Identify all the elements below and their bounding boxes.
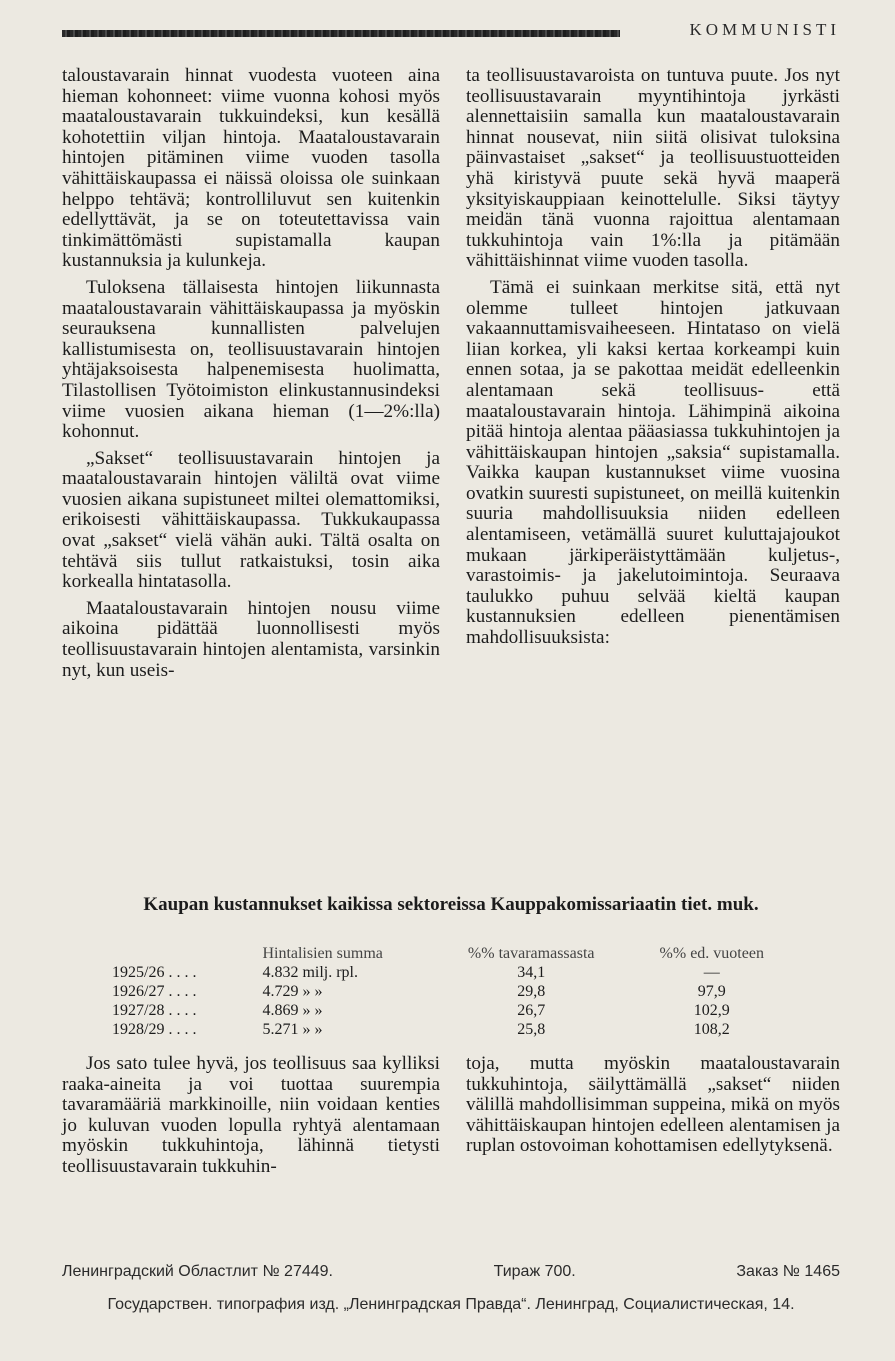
paragraph: Maataloustavarain hintojen nousu viime aikoina pidättää luonnollisesti myös teollisuustavarain hintojen alentamista, varsinkin nyt, kun useis- <box>62 597 440 681</box>
header-rule <box>62 30 620 37</box>
paragraph: „Sakset“ teollisuustavarain hintojen ja maataloustavarain hintojen väliltä ovat viime vuosien aikana supistuneet miltei olemattomiksi, erikoisesti vähittäiskaupassa. Tukkukaupassa ovat „sakset“ vielä vähän auki. Tältä osalta on tehtävä siis tullut ratkaistuksi, tosin aika korkealla hintatasolla. <box>62 447 440 593</box>
paragraph: Tuloksena tällaisesta hintojen liikunnasta maataloustavarain vähittäiskaupassa ja myöskin seurauksena kunnallisten palvelujen kallistumisesta on, teollisuustavarain hintojen yhtäjaksoisesta halpenemisesta huolimatta, Tilastollisen Työtoimiston elinkustannusindeksi viime vuosien aikana hieman (1—2%:lla) kohonnut. <box>62 276 440 443</box>
bottom-left-column <box>62 1054 440 1178</box>
paragraph: ta teollisuustavaroista on tuntuva puute. Jos nyt teollisuustavarain myyntihintoja jyrkästi alennettaisiin samalla kun maataloustavarain hinnat nousevat, niin siitä olisivat tuloksina päinvastaiset „sakset“ ja teollisuustuotteiden yhä kiristyvä puute sekä hyvä maaperä yksityiskauppiaan keinottelulle. Siksi täytyy meidän tänä vuonna rajoittua alentamaan tukkuhintoja vain 1%:lla ja pitämään vähittäishinnat viime vuoden tasolla. <box>466 65 840 272</box>
table-title: Kaupan kustannukset kaikissa sektoreissa Kauppakomissariaatin tiet. muk. <box>143 894 759 915</box>
table-row <box>112 963 792 982</box>
prev-cell: 108,2 <box>693 1021 730 1038</box>
pct-cell: 34,1 <box>517 964 546 981</box>
imprint-line <box>62 1263 840 1281</box>
pct-cell: 25,8 <box>517 1021 546 1038</box>
table-header-row <box>112 944 792 963</box>
column-header <box>112 944 262 963</box>
year-cell: 1925/26 . . . . <box>112 964 197 981</box>
column-header: Hintalisien summa <box>262 945 383 962</box>
column-header: %% ed. vuoteen <box>659 945 764 962</box>
paragraph: Jos sato tulee hyvä, jos teollisuus saa kylliksi raaka-aineita ja voi tuottaa suurempia tavaramääriä markkinoille, niin voidaan kenties jo kuluvan vuoden lopulla ryhtyä alentamaan myöskin tukkuhintoja, lähinnä tietysti teollisuustavarain tukkuhin- <box>62 1053 440 1177</box>
table-row <box>112 982 792 1001</box>
right-column <box>466 66 840 649</box>
running-header: KOMMUNISTI <box>689 20 840 39</box>
order-number: Заказ № 1465 <box>736 1263 840 1280</box>
left-column <box>62 66 440 681</box>
bottom-right-column <box>466 1054 840 1157</box>
censor-number: Ленинградский Областлит № 27449. <box>62 1263 333 1280</box>
prev-cell: — <box>703 964 720 981</box>
circulation: Тираж 700. <box>493 1263 576 1280</box>
sum-cell: 4.729 » » <box>262 983 323 1000</box>
table-row <box>112 1020 792 1039</box>
column-header: %% tavaramassasta <box>467 945 595 962</box>
paragraph: taloustavarain hinnat vuodesta vuoteen aina hieman kohonneet: viime vuonna kohosi myös maataloustavarain tukkuindeksi, kun kesällä kohotettiin viljan hintoja. Maataloustavarain hintojen pitäminen viime vuoden tasolla vähittäiskaupassa ei näissä oloissa ole suinkaan helppo tehtävä; kontrolliluvut sen kuitenkin edellyttävät, ja se on toteutettavissa vain tinkimättömästi supistamalla kaupan kustannuksia ja kulunkeja. <box>62 65 440 272</box>
prev-cell: 102,9 <box>693 1002 730 1019</box>
sum-cell: 4.832 milj. rpl. <box>262 964 358 981</box>
table-row <box>112 1001 792 1020</box>
pct-cell: 29,8 <box>517 983 546 1000</box>
pct-cell: 26,7 <box>517 1002 546 1019</box>
sum-cell: 5.271 » » <box>262 1021 323 1038</box>
prev-cell: 97,9 <box>697 983 726 1000</box>
year-cell: 1926/27 . . . . <box>112 983 197 1000</box>
paragraph: Tämä ei suinkaan merkitse sitä, että nyt olemme tulleet hintojen jatkuvaan vakaannuttamisvaiheeseen. Hintataso on vielä liian korkea, yli kaksi kertaa korkeampi kuin ennen sotaa, ja se pakottaa meidät edelleenkin alentamaan sekä teollisuus- että maataloustavarain hintoja. Lähimpinä aikoina pitää hintoja alentaa pääasiassa tukkuhintojen ja vähittäiskaupan hintojen „saksia“ supistamalla. Vaikka kaupan kustannukset viime vuosina ovatkin suuresti supistuneet, on meillä kuitenkin suuria mahdollisuuksia niiden edelleen alentamiseen, vetämällä suuret kuluttajajoukot mukaan järkiperäistyttämään kuljetus-, varastoimis- ja jakelutoimintoja. Seuraava taulukko puhuu selvää kieltä kaupan kustannuksien edelleen pienentämisen mahdollisuuksista: <box>466 276 840 649</box>
cost-table <box>112 944 792 1039</box>
sum-cell: 4.869 » » <box>262 1002 323 1019</box>
year-cell: 1928/29 . . . . <box>112 1021 197 1038</box>
paragraph: toja, mutta myöskin maataloustavarain tukkuhintoja, säilyttämällä „sakset“ niiden välillä mahdollisimman suppeina, mikä on myös vähittäiskaupan hintojen edelleen alentamisen ja ruplan ostovoiman kohottamisen edellytyksenä. <box>466 1053 840 1157</box>
printer-line: Государствен. типография изд. „Ленинградская Правда“. Ленинград, Социалистическая, 14. <box>107 1296 795 1313</box>
year-cell: 1927/28 . . . . <box>112 1002 197 1019</box>
